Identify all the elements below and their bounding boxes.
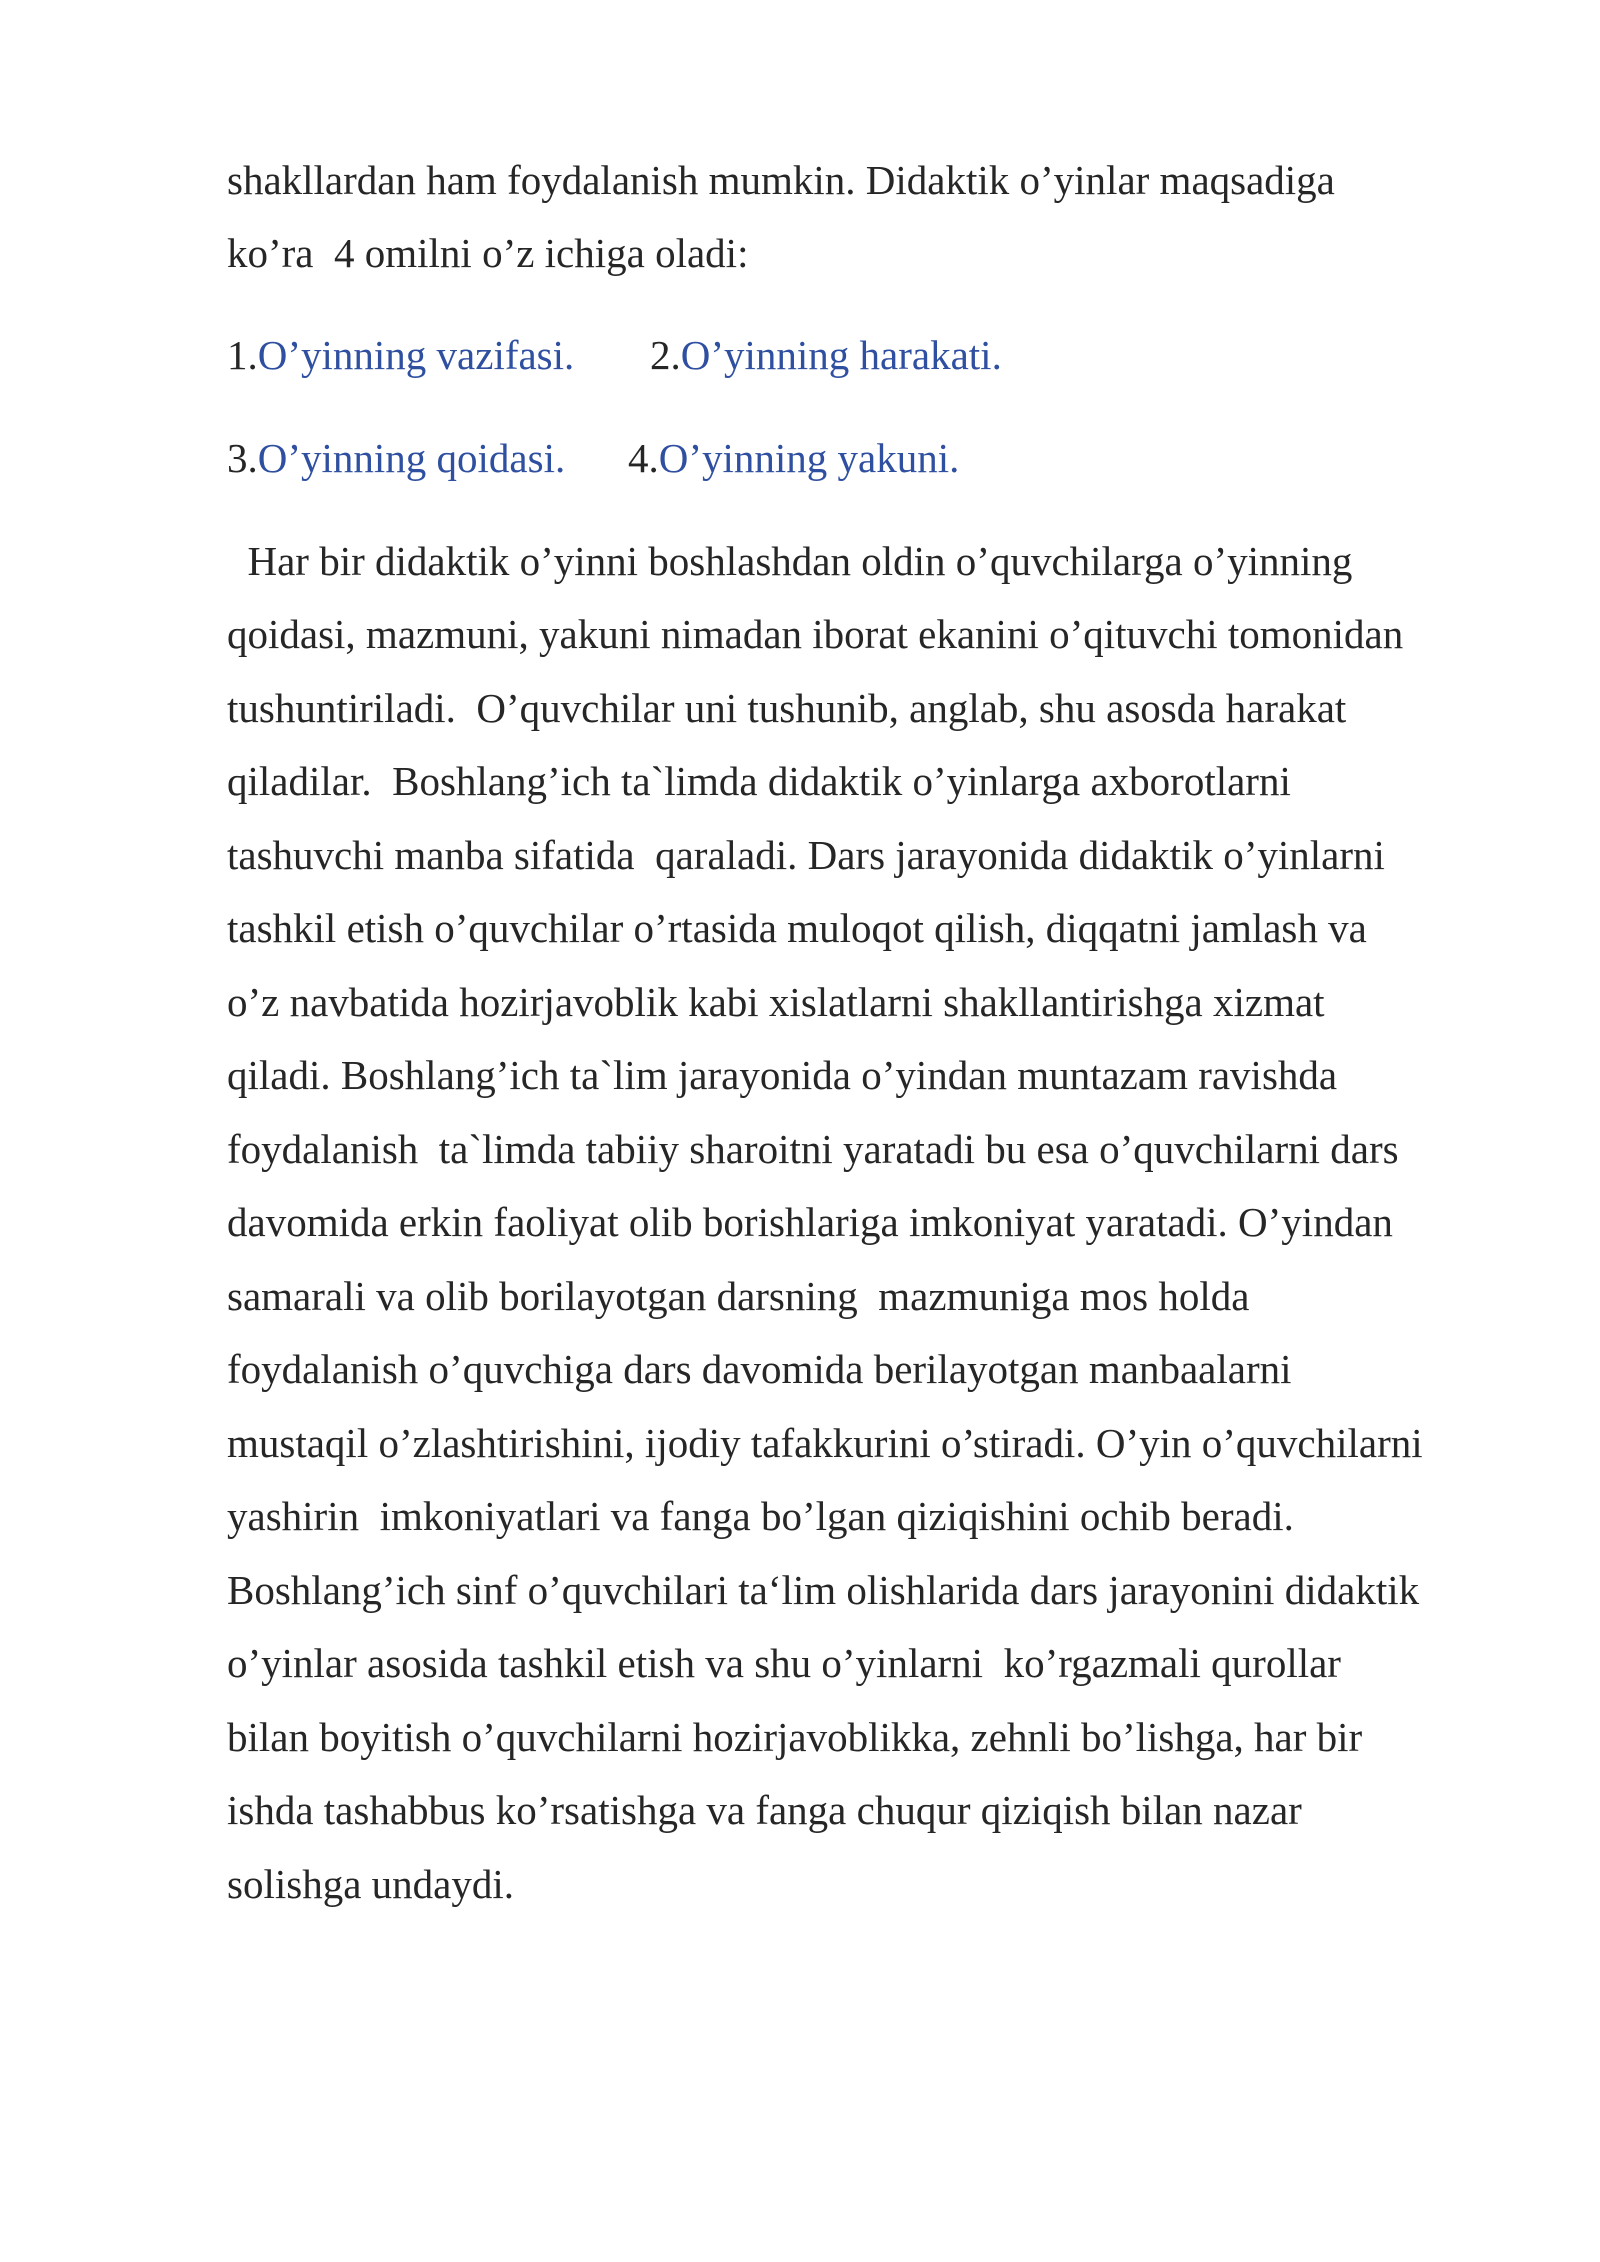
factor-row <box>650 332 1002 378</box>
paragraph-line: tashuvchi manba sifatida qaraladi. Dars jarayonida didaktik o’yinlarni <box>227 832 1385 878</box>
paragraph-line: Har bir didaktik o’yinni boshlashdan oldin o’quvchilarga o’yinning <box>227 538 1353 584</box>
paragraph-line: samarali va olib borilayotgan darsning mazmuniga mos holda <box>227 1273 1250 1319</box>
factor-row <box>628 435 960 481</box>
factor-label: O’yinning yakuni. <box>658 435 960 481</box>
paragraph-line: o’z navbatida hozirjavoblik kabi xislatlarni shakllantirishga xizmat <box>227 979 1325 1025</box>
paragraph-line: mustaqil o’zlashtirishini, ijodiy tafakkurini o’stiradi. O’yin o’quvchilarni <box>227 1420 1423 1466</box>
paragraph-line: ishda tashabbus ko’rsatishga va fanga chuqur qiziqish bilan nazar <box>227 1787 1302 1833</box>
paragraph-line: foydalanish ta`limda tabiiy sharoitni yaratadi bu esa o’quvchilarni dars <box>227 1126 1399 1172</box>
intro-line: ko’ra 4 omilni o’z ichiga oladi: <box>227 230 749 276</box>
paragraph-line: Boshlang’ich sinf o’quvchilari ta‘lim olishlarida dars jarayonini didaktik <box>227 1567 1420 1613</box>
intro-line: shakllardan ham foydalanish mumkin. Didaktik o’yinlar maqsadiga <box>227 157 1335 203</box>
factor-label: O’yinning vazifasi. <box>257 332 575 378</box>
factor-row <box>227 332 575 378</box>
paragraph-line: solishga undaydi. <box>227 1861 514 1907</box>
factor-row <box>227 435 566 481</box>
paragraph-line: tashkil etish o’quvchilar o’rtasida muloqot qilish, diqqatni jamlash va <box>227 905 1367 951</box>
paragraph-line: qoidasi, mazmuni, yakuni nimadan iborat ekanini o’qituvchi tomonidan <box>227 611 1404 657</box>
paragraph-line: davomida erkin faoliyat olib borishlariga imkoniyat yaratadi. O’yindan <box>227 1199 1393 1245</box>
factor-number: 2. <box>650 332 681 378</box>
paragraph-line: qiladilar. Boshlang’ich ta`limda didaktik o’yinlarga axborotlarni <box>227 758 1291 804</box>
paragraph-line: foydalanish o’quvchiga dars davomida berilayotgan manbaalarni <box>227 1346 1292 1392</box>
factor-number: 1. <box>227 332 258 378</box>
factor-number: 3. <box>227 435 258 481</box>
factor-label: O’yinning harakati. <box>680 332 1002 378</box>
factor-label: O’yinning qoidasi. <box>257 435 566 481</box>
factor-number: 4. <box>628 435 659 481</box>
paragraph-line: yashirin imkoniyatlari va fanga bo’lgan qiziqishini ochib beradi. <box>227 1493 1294 1539</box>
paragraph-line: o’yinlar asosida tashkil etish va shu o’yinlarni ko’rgazmali qurollar <box>227 1640 1341 1686</box>
paragraph-line: bilan boyitish o’quvchilarni hozirjavoblikka, zehnli bo’lishga, har bir <box>227 1714 1363 1760</box>
paragraph-line: tushuntiriladi. O’quvchilar uni tushunib, anglab, shu asosda harakat <box>227 685 1347 731</box>
paragraph-line: qiladi. Boshlang’ich ta`lim jarayonida o’yindan muntazam ravishda <box>227 1052 1338 1098</box>
